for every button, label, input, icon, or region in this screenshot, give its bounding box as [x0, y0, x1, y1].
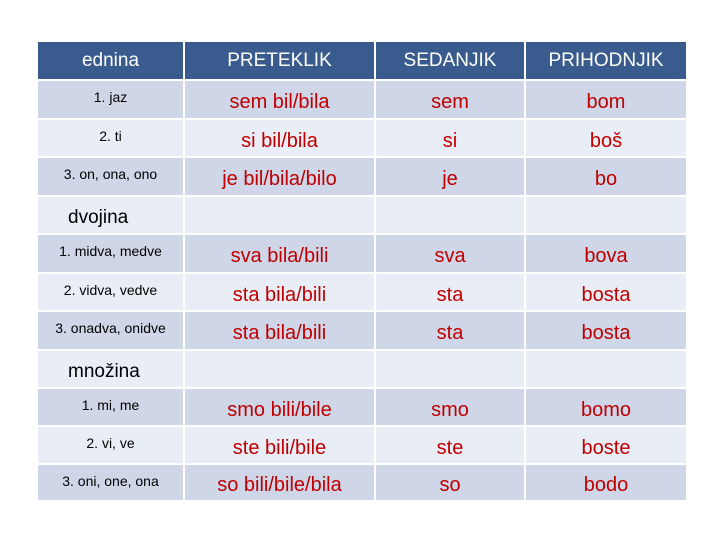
- future-form: bom: [526, 81, 686, 120]
- empty-cell: [376, 197, 526, 235]
- empty-cell: [526, 351, 686, 389]
- future-form: bosta: [526, 312, 686, 351]
- table-row: [38, 120, 686, 158]
- past-form: si bil/bila: [185, 120, 376, 158]
- table-row: [38, 81, 686, 120]
- past-form: so bili/bile/bila: [185, 465, 376, 502]
- table-row: [38, 427, 686, 465]
- row-label: 3. oni, one, ona: [38, 465, 185, 502]
- row-label: 1. jaz: [38, 81, 185, 120]
- past-form: sta bila/bili: [185, 312, 376, 351]
- row-label: 2. vi, ve: [38, 427, 185, 465]
- row-label: 3. onadva, onidve: [38, 312, 185, 351]
- header-sedanjik: SEDANJIK: [376, 42, 526, 81]
- section-row-dvojina: [38, 197, 686, 235]
- row-label: 3. on, ona, ono: [38, 158, 185, 197]
- future-form: boš: [526, 120, 686, 158]
- empty-cell: [526, 197, 686, 235]
- present-form: sva: [376, 235, 526, 274]
- table-header-row: [38, 42, 686, 81]
- row-label: 2. ti: [38, 120, 185, 158]
- header-prihodnjik: PRIHODNJIK: [526, 42, 686, 81]
- past-form: smo bili/bile: [185, 389, 376, 427]
- header-ednina: ednina: [38, 42, 185, 81]
- table-row: [38, 274, 686, 312]
- table-row: [38, 465, 686, 502]
- past-form: je bil/bila/bilo: [185, 158, 376, 197]
- row-label: 1. mi, me: [38, 389, 185, 427]
- empty-cell: [376, 351, 526, 389]
- empty-cell: [185, 351, 376, 389]
- past-form: sva bila/bili: [185, 235, 376, 274]
- future-form: bomo: [526, 389, 686, 427]
- present-form: so: [376, 465, 526, 502]
- present-form: ste: [376, 427, 526, 465]
- present-form: sem: [376, 81, 526, 120]
- section-title-mnozina: množina: [38, 351, 185, 389]
- row-label: 1. midva, medve: [38, 235, 185, 274]
- future-form: bosta: [526, 274, 686, 312]
- future-form: bodo: [526, 465, 686, 502]
- section-row-mnozina: [38, 351, 686, 389]
- empty-cell: [185, 197, 376, 235]
- past-form: sem bil/bila: [185, 81, 376, 120]
- present-form: si: [376, 120, 526, 158]
- present-form: smo: [376, 389, 526, 427]
- table-row: [38, 235, 686, 274]
- header-preteklik: PRETEKLIK: [185, 42, 376, 81]
- future-form: bo: [526, 158, 686, 197]
- conjugation-table: [38, 42, 686, 502]
- present-form: sta: [376, 274, 526, 312]
- table-row: [38, 312, 686, 351]
- present-form: sta: [376, 312, 526, 351]
- future-form: bova: [526, 235, 686, 274]
- section-title-dvojina: dvojina: [38, 197, 185, 235]
- table-row: [38, 158, 686, 197]
- future-form: boste: [526, 427, 686, 465]
- row-label: 2. vidva, vedve: [38, 274, 185, 312]
- past-form: sta bila/bili: [185, 274, 376, 312]
- past-form: ste bili/bile: [185, 427, 376, 465]
- present-form: je: [376, 158, 526, 197]
- table-row: [38, 389, 686, 427]
